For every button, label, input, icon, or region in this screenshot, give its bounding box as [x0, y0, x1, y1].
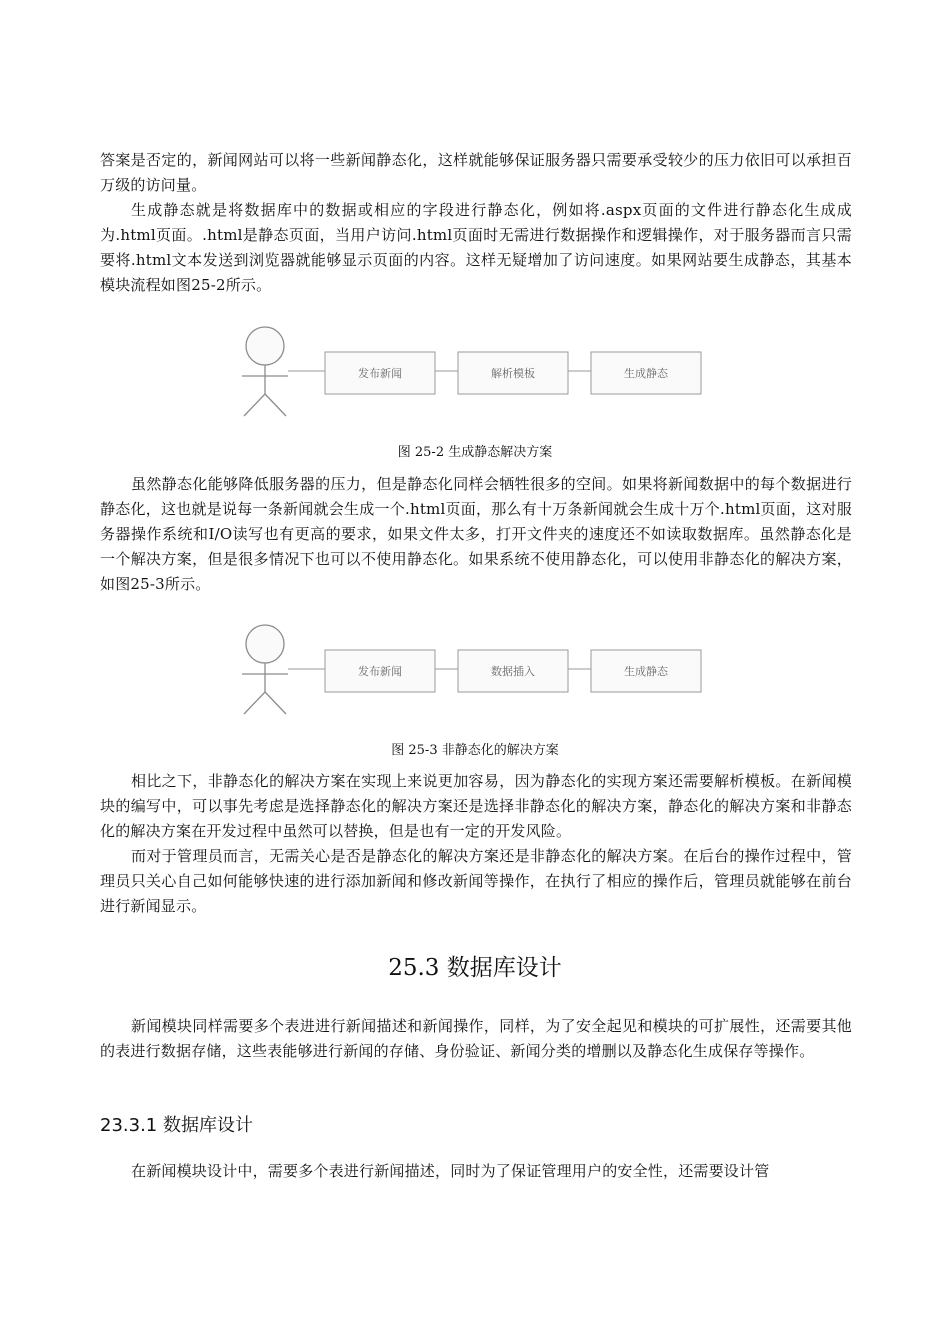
figure-caption-25-2: 图 25-2 生成静态解决方案: [397, 445, 553, 460]
subsection-heading: 23.3.1 数据库设计: [100, 1115, 253, 1136]
flow-diagram-static: [230, 322, 720, 422]
paragraph-tables-overview: 新闻模块同样需要多个表进进行新闻描述和新闻操作，同样，为了安全起见和模块的可扩展性，还需要其他的表进行数据存储，这些表能够进行新闻的存储、身份验证、新闻分类的增删以及静态化生成保存等操作。: [100, 1017, 852, 1060]
paragraph-design-start: 在新闻模块设计中，需要多个表进行新闻描述，同时为了保证管理用户的安全性，还需要设计管: [131, 1162, 770, 1180]
actor-icon: [242, 327, 288, 416]
figure-caption-25-3: 图 25-3 非静态化的解决方案: [391, 743, 559, 758]
section-heading: 25.3 数据库设计: [388, 955, 562, 981]
flow-box-2-label: 解析模板: [491, 367, 535, 380]
figure-static-solution: [230, 322, 720, 422]
flow-diagram-non-static: [230, 620, 720, 720]
flow-box-3-label: 生成静态: [624, 367, 668, 380]
paragraph-admin: 而对于管理员而言，无需关心是否是静态化的解决方案还是非静态化的解决方案。在后台的操作过程中，管理员只关心自己如何能够快速的进行添加新闻和修改新闻等操作，在执行了相应的操作后，管理员就能够在前台进行新闻显示。: [100, 847, 852, 915]
flow-box-1-label: 发布新闻: [358, 367, 402, 380]
paragraph-static-drawbacks: 虽然静态化能够降低服务器的压力，但是静态化同样会牺牲很多的空间。如果将新闻数据中的每个数据进行静态化，这也就是说每一条新闻就会生成一个.html页面，那么有十万条新闻就会生成十万个.html页面，这对服务器操作系统和I/O读写也有更高的要求，如果文件太多，打开文件夹的速度还不如读取数据库。虽然静态化是一个解决方案，但是很多情况下也可以不使用静态化。如果系统不使用静态化，可以使用非静态化的解决方案，如图25-3所示。: [100, 475, 852, 593]
paragraph-intro-answer: 答案是否定的，新闻网站可以将一些新闻静态化，这样就能够保证服务器只需要承受较少的压力依旧可以承担百万级的访问量。: [100, 151, 852, 194]
flow-box-2-label: 数据插入: [491, 665, 535, 678]
flow-box-1-label: 发布新闻: [358, 665, 402, 678]
paragraph-static-generation: 生成静态就是将数据库中的数据或相应的字段进行静态化，例如将.aspx页面的文件进行静态化生成成为.html页面。.html是静态页面，当用户访问.html页面时无需进行数据操作和逻辑操作，对于服务器而言只需要将.html文本发送到浏览器就能够显示页面的内容。这样无疑增加了访问速度。如果网站要生成静态，其基本模块流程如图25-2所示。: [100, 201, 852, 294]
paragraph-comparison: 相比之下，非静态化的解决方案在实现上来说更加容易，因为静态化的实现方案还需要解析模板。在新闻模块的编写中，可以事先考虑是选择静态化的解决方案还是选择非静态化的解决方案，静态化的解决方案和非静态化的解决方案在开发过程中虽然可以替换，但是也有一定的开发风险。: [100, 772, 852, 840]
figure-non-static-solution: [230, 620, 720, 720]
flow-box-3-label: 生成静态: [624, 665, 668, 678]
actor-icon: [242, 625, 288, 714]
